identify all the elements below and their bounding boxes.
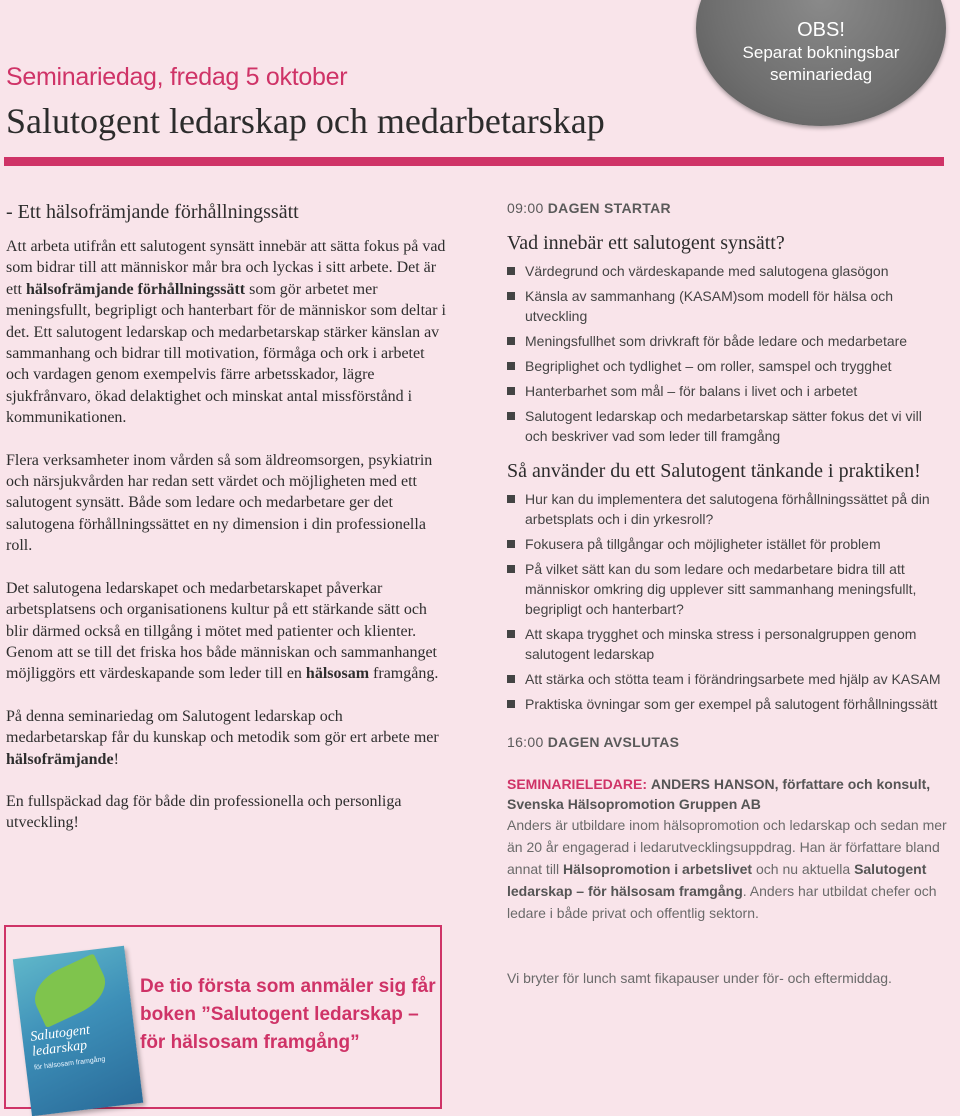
list-item: Salutogent ledarskap och medarbetarskap sätter fokus det vi vill och beskriver vad som leder till framgång xyxy=(507,406,947,446)
lunch-note: Vi bryter för lunch samt fikapauser under för- och eftermiddag. xyxy=(507,970,892,986)
intro-column xyxy=(6,200,446,855)
time-label: DAGEN AVSLUTAS xyxy=(547,734,680,750)
list-item: Hur kan du implementera det salutogena förhållningssättet på din arbetsplats och i din yrkesroll? xyxy=(507,489,947,529)
list-item: Att skapa trygghet och minska stress i personalgruppen genom salutogent ledarskap xyxy=(507,624,947,664)
list-item: Meningsfullhet som drivkraft för både ledare och medarbetare xyxy=(507,331,947,351)
leader-label: SEMINARIELEDARE: xyxy=(507,776,648,792)
obs-badge xyxy=(696,0,946,126)
intro-paragraph-4 xyxy=(6,706,446,770)
intro-paragraph-3 xyxy=(6,578,446,685)
bold-text: hälsofrämjande xyxy=(6,750,114,768)
topic-list-1 xyxy=(507,261,947,446)
text: . Anders har utbildat chefer och ledare i både privat och offentlig sektorn. xyxy=(507,883,937,921)
badge-line-3: seminariedag xyxy=(769,65,873,84)
bold-text: hälsofrämjande förhållningssätt xyxy=(26,280,246,298)
bold-text: Salutogent ledarskap – för hälsosam framgång xyxy=(507,861,927,899)
badge-obs: OBS! xyxy=(797,19,845,41)
list-item: Känsla av sammanhang (KASAM)som modell för hälsa och utveckling xyxy=(507,286,947,326)
section-heading-1: Vad innebär ett salutogent synsätt? xyxy=(507,232,785,254)
time-value: 16:00 xyxy=(507,734,544,750)
text: Det salutogena ledarskapet och medarbetarskapet påverkar arbetsplatsens och organisationens kultur på ett stärkande sätt och blir därmed också en tillgång i mötet med patienter och klienter. Genom att se till det friska hos både människan och sammanhanget möjliggörs ett värdeskapande som leder till en xyxy=(6,579,437,683)
text: och nu aktuella xyxy=(752,861,855,877)
list-item: På vilket sätt kan du som ledare och medarbetare bidra till att människor omkring dig upplever sitt sammanhang meningsfullt, begripligt och hanterbart? xyxy=(507,559,947,619)
intro-paragraph-5: En fullspäckad dag för både din professionella och personliga utveckling! xyxy=(6,792,402,832)
text: Att arbeta utifrån ett salutogent synsätt innebär att sätta fokus på vad som bidrar till att människor mår bra och lyckas i sitt arbete. Det är ett xyxy=(6,238,446,298)
text: framgång. xyxy=(369,665,439,683)
list-item: Praktiska övningar som ger exempel på salutogent förhållningssätt xyxy=(507,694,947,714)
time-value: 09:00 xyxy=(507,200,544,216)
intro-paragraph-2: Flera verksamheter inom vården så som äldreomsorgen, psykiatrin och närsjukvården har redan sett värdet och möjligheten med ett salutogent synsätt. Både som ledare och medarbetare ger det salutogena förhållningssättet en ny dimension i din professionella roll. xyxy=(6,451,433,555)
intro-paragraph-1 xyxy=(6,236,446,429)
bold-text: hälsosam xyxy=(305,665,370,683)
text: ! xyxy=(113,750,119,768)
end-time xyxy=(507,732,947,752)
text: Anders är utbildare inom hälsopromotion och ledarskap och sedan mer än 20 år engagerad i ledarutvecklingsuppdrag. Han är författare bland annat till xyxy=(507,817,947,877)
list-item: Värdegrund och värdeskapande med salutogena glasögon xyxy=(507,261,947,281)
start-time xyxy=(507,198,947,218)
section-heading-2: Så använder du ett Salutogent tänkande i praktiken! xyxy=(507,460,921,482)
header-divider xyxy=(4,157,944,166)
seminar-leader xyxy=(507,774,947,814)
text: som gör arbetet mer meningsfullt, begripligt och hanterbart för de människor som deltar i det. Ett salutogent ledarskap och medarbetarskap stärker känslan av sammanhang och bidrar till motivation, förmåga och ork i arbetet och vardagen genom exempelvis färre arbetsskador, lägre sjukfrånvaro, ökad delaktighet och minskat antal missförstånd i kommunikationen. xyxy=(6,280,446,427)
book-offer-text: De tio första som anmäler sig får boken ”Salutogent ledarskap – för hälsosam framgång” xyxy=(140,976,436,1053)
text: På denna seminariedag om Salutogent ledarskap och medarbetarskap får du kunskap och metodik som gör ert arbete mer xyxy=(6,707,439,747)
leader-name: ANDERS HANSON, författare och konsult, Svenska Hälsopromotion Gruppen AB xyxy=(507,776,931,812)
time-label: DAGEN STARTAR xyxy=(547,200,671,216)
list-item: Begriplighet och tydlighet – om roller, samspel och trygghet xyxy=(507,356,947,376)
leaf-graphic xyxy=(26,953,113,1028)
list-item: Att stärka och stötta team i förändringsarbete med hjälp av KASAM xyxy=(507,669,947,689)
program-column xyxy=(507,198,947,988)
leader-bio xyxy=(507,814,947,924)
list-item: Fokusera på tillgångar och möjligheter istället för problem xyxy=(507,534,947,554)
topic-list-2 xyxy=(507,489,947,714)
page-title: Salutogent ledarskap och medarbetarskap xyxy=(6,101,605,141)
badge-line-2: Separat bokningsbar xyxy=(742,43,900,62)
intro-heading: - Ett hälsofrämjande förhållningssätt xyxy=(6,201,299,223)
list-item: Hanterbarhet som mål – för balans i livet och i arbetet xyxy=(507,381,947,401)
book-cover-image xyxy=(13,946,143,1116)
bold-text: Hälsopromotion i arbetslivet xyxy=(563,861,753,877)
book-cover-title: Salutogent ledarskap xyxy=(29,1022,91,1060)
book-cover-subtitle: för hälsosam framgång xyxy=(33,1055,106,1072)
seminar-date: Seminariedag, fredag 5 oktober xyxy=(6,63,348,91)
